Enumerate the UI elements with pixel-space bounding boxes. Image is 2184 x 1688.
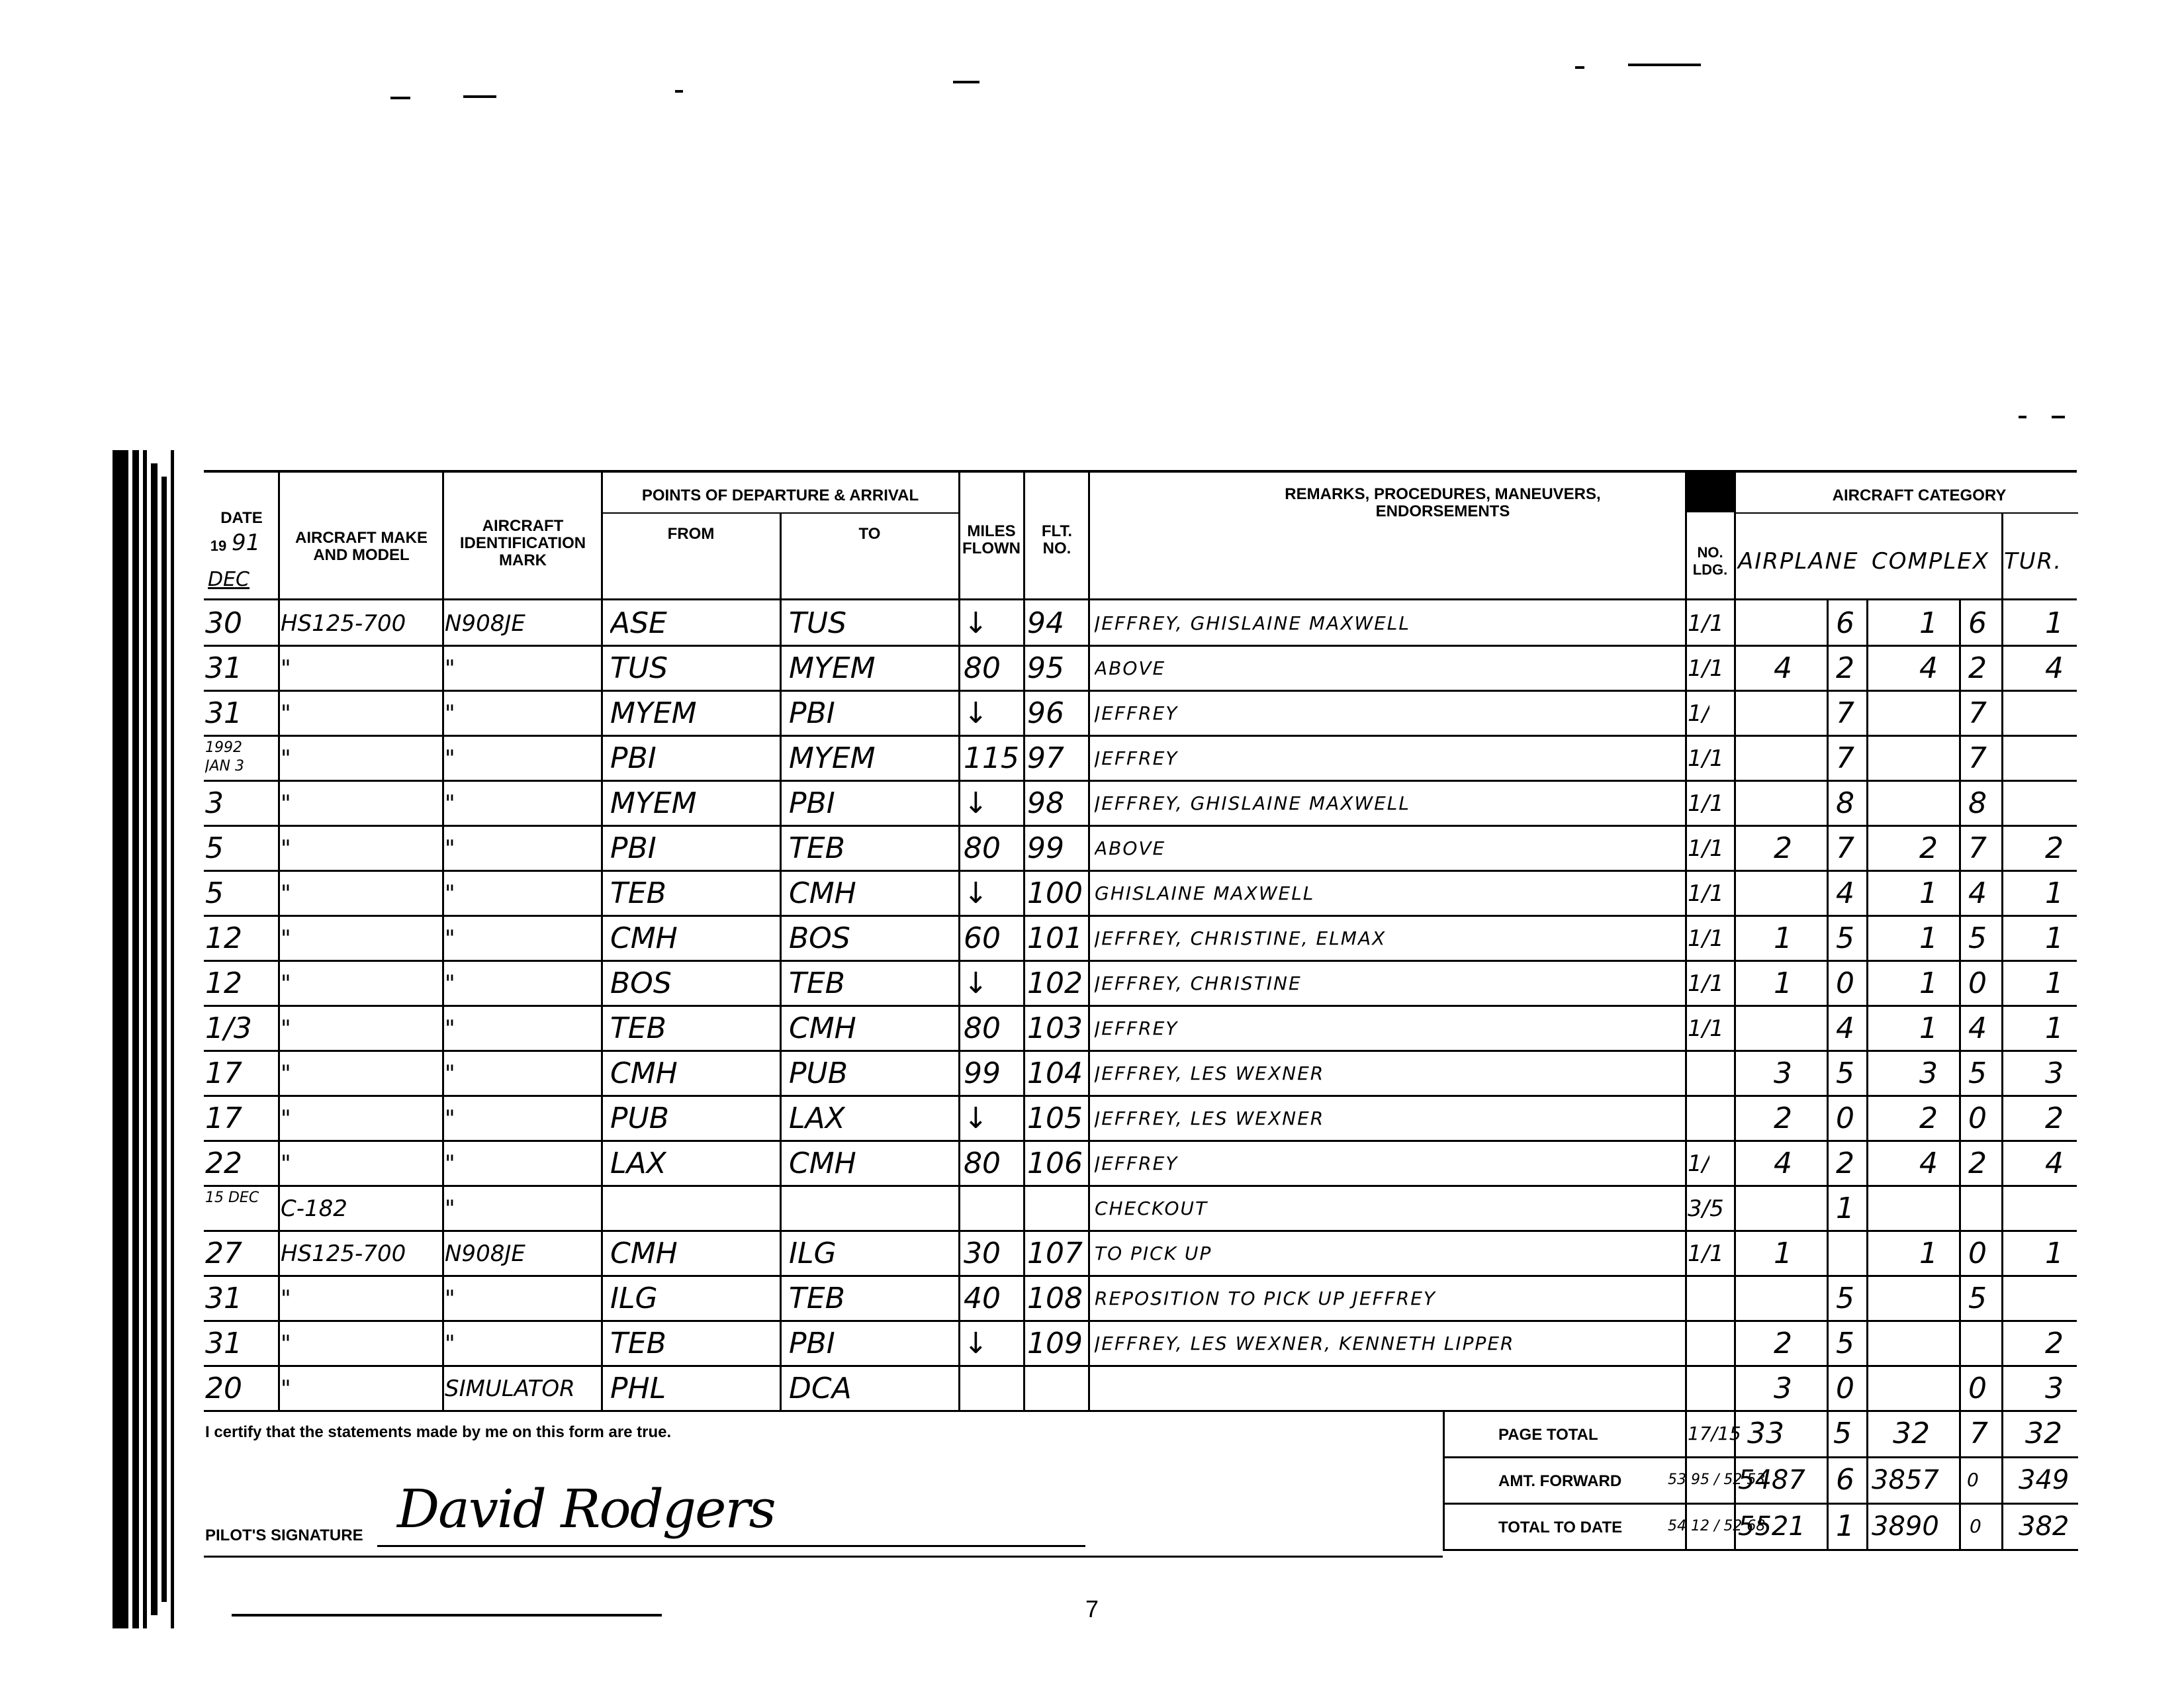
- cell-miles: 60: [964, 921, 1001, 955]
- remarks-header: REMARKS, PROCEDURES, MANEUVERS, ENDORSEMENTS: [1285, 485, 1601, 520]
- cell-airplane: 3: [1774, 1056, 1792, 1090]
- certify-text: I certify that the statements made by me on this form are true.: [205, 1423, 672, 1441]
- table-row: [199, 1321, 2078, 1366]
- table-row: [199, 1006, 2078, 1051]
- cell-from: PHL: [610, 1372, 666, 1405]
- cell-from: ILG: [610, 1282, 658, 1315]
- cell-remarks: JEFFREY, LES WEXNER: [1095, 1107, 1325, 1129]
- no-ldg-header-block: [1685, 473, 1734, 512]
- table-row: [199, 1366, 2078, 1411]
- cell-flt-no: 99: [1027, 831, 1064, 865]
- table-row: [199, 961, 2078, 1006]
- cell-airplane: 4: [1774, 651, 1792, 685]
- cell-airplane-tenths: 0: [1836, 1102, 1854, 1135]
- date-header: DATE: [220, 509, 263, 527]
- cell-flt-no: 104: [1027, 1056, 1083, 1090]
- cell-from: PBI: [610, 831, 657, 865]
- cell-complex-tenths: 5: [1968, 1282, 1987, 1315]
- cell-airplane-tenths: 4: [1836, 876, 1854, 910]
- cell-date: 31: [205, 1327, 242, 1360]
- cell-date: 31: [205, 651, 242, 685]
- scan-artifact: [1628, 64, 1701, 66]
- table-row: [199, 1096, 2078, 1141]
- cell-tur: 4: [2045, 651, 2064, 685]
- cell-complex-tenths: 4: [1968, 1011, 1987, 1045]
- cell-airplane: 2: [1774, 831, 1792, 865]
- cell-date: 1/3: [205, 1011, 252, 1045]
- cell-no-ldg: 1/: [1688, 700, 1710, 727]
- cell-no-ldg: 1/1: [1688, 790, 1724, 817]
- cell-miles: ↓: [964, 876, 988, 910]
- scan-artifact: [463, 95, 496, 98]
- table-row: [199, 1051, 2078, 1096]
- cell-aircraft-ident: ": [445, 1150, 455, 1177]
- cell-remarks: REPOSITION TO PICK UP JEFFREY: [1095, 1288, 1437, 1309]
- cell-to: TUS: [789, 606, 847, 640]
- cell-complex: 4: [1919, 651, 1938, 685]
- cell-remarks: TO PICK UP: [1095, 1243, 1212, 1264]
- cell-airplane-tenths: 6: [1836, 606, 1854, 640]
- cell-to: TEB: [789, 1282, 845, 1315]
- cell-complex-tenths: 6: [1968, 606, 1987, 640]
- cell-airplane-tenths: 2: [1836, 1147, 1854, 1180]
- cell-airplane-tenths: 7: [1836, 831, 1854, 865]
- table-row: [199, 736, 2078, 781]
- total-to-date-tur: 382: [2019, 1511, 2070, 1542]
- cell-aircraft-model: ": [281, 1060, 291, 1087]
- cell-miles: ↓: [964, 696, 988, 730]
- cell-date: 22: [205, 1147, 242, 1180]
- binding-edge: [113, 450, 179, 1628]
- cell-from: MYEM: [610, 696, 697, 730]
- cell-to: TEB: [789, 831, 845, 865]
- cell-aircraft-model: ": [281, 1331, 291, 1357]
- cell-airplane-tenths: 7: [1836, 741, 1854, 775]
- table-row: [199, 646, 2078, 691]
- cell-miles: 99: [964, 1056, 1001, 1090]
- to-header: TO: [858, 525, 881, 543]
- cell-complex-tenths: 2: [1968, 651, 1987, 685]
- cell-complex: 1: [1919, 606, 1938, 640]
- cell-tur: 2: [2045, 1102, 2064, 1135]
- year-value: 91: [232, 530, 261, 556]
- points-header: POINTS OF DEPARTURE & ARRIVAL: [641, 487, 919, 504]
- cell-complex-tenths: 4: [1968, 876, 1987, 910]
- cell-miles: 30: [964, 1237, 1001, 1270]
- cell-from: CMH: [610, 1056, 678, 1090]
- cell-flt-no: 97: [1027, 741, 1064, 775]
- cell-tur: 1: [2045, 876, 2064, 910]
- cell-remarks: JEFFREY, GHISLAINE MAXWELL: [1095, 792, 1411, 814]
- page-total-label: PAGE TOTAL: [1498, 1426, 1598, 1444]
- cell-complex-tenths: 5: [1968, 1056, 1987, 1090]
- cell-tur: 3: [2045, 1056, 2064, 1090]
- no-ldg-header: NO. LDG.: [1692, 544, 1728, 578]
- cell-from: ASE: [610, 606, 667, 640]
- cell-date: 17: [205, 1056, 242, 1090]
- cell-remarks: JEFFREY, GHISLAINE MAXWELL: [1095, 612, 1411, 634]
- cell-date: 12: [205, 966, 242, 1000]
- cell-airplane-tenths: 8: [1836, 786, 1854, 820]
- table-row: [199, 916, 2078, 961]
- cell-flt-no: 105: [1027, 1102, 1083, 1135]
- cell-to: BOS: [789, 921, 850, 955]
- page-total-airplane-tenths: 5: [1833, 1417, 1852, 1450]
- cell-aircraft-model: ": [281, 1286, 291, 1312]
- cell-from: PUB: [610, 1102, 669, 1135]
- cell-miles: 80: [964, 831, 1001, 865]
- cell-to: PUB: [789, 1056, 848, 1090]
- logbook-table: [199, 470, 2078, 1562]
- cell-from: TEB: [610, 1327, 666, 1360]
- cell-no-ldg: 1/1: [1688, 610, 1724, 637]
- cell-aircraft-ident: ": [445, 880, 455, 907]
- cell-airplane-tenths: 5: [1836, 1056, 1854, 1090]
- flt-no-header: FLT. NO.: [1041, 522, 1073, 557]
- aircraft-make-header: AIRCRAFT MAKE AND MODEL: [295, 529, 428, 564]
- cell-date: 12: [205, 921, 242, 955]
- cell-no-ldg: 1/1: [1688, 655, 1724, 682]
- scan-artifact: [2019, 416, 2026, 418]
- cell-complex-tenths: 5: [1968, 921, 1987, 955]
- cell-flt-no: 101: [1027, 921, 1083, 955]
- amt-forward-ldg: 53 95 / 52 53: [1668, 1472, 1766, 1488]
- cell-tur: 1: [2045, 921, 2064, 955]
- cell-airplane-tenths: 5: [1836, 1327, 1854, 1360]
- cell-to: PBI: [789, 696, 835, 730]
- cell-tur: 1: [2045, 966, 2064, 1000]
- cell-tur: 3: [2045, 1372, 2064, 1405]
- amt-forward-airplane-tenths: 6: [1836, 1463, 1854, 1497]
- cell-from: TEB: [610, 876, 666, 910]
- cell-to: ILG: [789, 1237, 837, 1270]
- cell-remarks: JEFFREY: [1095, 1152, 1179, 1174]
- amt-forward-complex-tenths: 0: [1967, 1469, 1979, 1491]
- cell-miles: 40: [964, 1282, 1001, 1315]
- cell-remarks: CHECKOUT: [1095, 1197, 1208, 1219]
- total-to-date-airplane-tenths: 1: [1836, 1509, 1854, 1543]
- cell-airplane-tenths: 5: [1836, 1282, 1854, 1315]
- cell-complex: 3: [1919, 1056, 1938, 1090]
- cell-remarks: JEFFREY: [1095, 702, 1179, 724]
- cell-date: 3: [205, 786, 224, 820]
- cell-from: TUS: [610, 651, 668, 685]
- cell-aircraft-ident: ": [445, 1331, 455, 1357]
- page-total-complex: 32: [1893, 1417, 1930, 1450]
- cell-from: MYEM: [610, 786, 697, 820]
- cell-to: PBI: [789, 786, 835, 820]
- cell-complex-tenths: 0: [1968, 1102, 1987, 1135]
- cell-remarks: JEFFREY, LES WEXNER, KENNETH LIPPER: [1095, 1333, 1515, 1354]
- scan-artifact: [1575, 66, 1584, 69]
- cell-to: MYEM: [789, 651, 876, 685]
- bottom-rule: [232, 1614, 662, 1617]
- cell-miles: ↓: [964, 786, 988, 820]
- page-total-complex-tenths: 7: [1970, 1417, 1988, 1450]
- cell-airplane-tenths: 5: [1836, 921, 1854, 955]
- cell-aircraft-ident: ": [445, 1015, 455, 1042]
- cell-aircraft-ident: ": [445, 1105, 455, 1132]
- cell-airplane: 3: [1774, 1372, 1792, 1405]
- cell-flt-no: 96: [1027, 696, 1064, 730]
- table-row: [199, 691, 2078, 736]
- cell-aircraft-model: ": [281, 925, 291, 952]
- amt-forward-complex: 3857: [1872, 1465, 1939, 1495]
- cell-aircraft-model: ": [281, 700, 291, 727]
- page-total-airplane: 33: [1747, 1417, 1784, 1450]
- cell-aircraft-ident: ": [445, 1286, 455, 1312]
- cell-aircraft-model: ": [281, 970, 291, 997]
- cell-miles: ↓: [964, 966, 988, 1000]
- cell-complex-tenths: 7: [1968, 831, 1987, 865]
- cell-no-ldg: 1/1: [1688, 880, 1724, 907]
- cell-aircraft-ident: ": [445, 700, 455, 727]
- cell-aircraft-model: ": [281, 880, 291, 907]
- cell-aircraft-ident: ": [445, 925, 455, 952]
- cell-remarks: GHISLAINE MAXWELL: [1095, 882, 1315, 904]
- cell-complex: 2: [1919, 1102, 1938, 1135]
- cell-flt-no: 106: [1027, 1147, 1083, 1180]
- page-total-ldg: 17/15: [1688, 1423, 1741, 1444]
- signature-line: [377, 1545, 1085, 1547]
- cell-to: TEB: [789, 966, 845, 1000]
- cell-from: CMH: [610, 1237, 678, 1270]
- total-to-date-complex-tenths: 0: [1970, 1515, 1981, 1537]
- cell-remarks: JEFFREY, CHRISTINE: [1095, 972, 1302, 994]
- table-row: [199, 781, 2078, 826]
- cell-miles: ↓: [964, 606, 988, 640]
- cell-aircraft-ident: N908JE: [445, 610, 525, 637]
- table-row: [199, 601, 2078, 646]
- cell-aircraft-ident: ": [445, 1060, 455, 1087]
- cell-complex: 4: [1919, 1147, 1938, 1180]
- cell-complex-tenths: 0: [1968, 966, 1987, 1000]
- cell-date: 5: [205, 831, 224, 865]
- category-complex: COMPLEX: [1872, 548, 1990, 575]
- cell-miles: ↓: [964, 1327, 988, 1360]
- cell-aircraft-ident: ": [445, 835, 455, 862]
- cell-airplane-tenths: 2: [1836, 651, 1854, 685]
- cell-airplane-tenths: 4: [1836, 1011, 1854, 1045]
- cell-aircraft-model: ": [281, 1376, 291, 1402]
- cell-flt-no: 100: [1027, 876, 1083, 910]
- table-row: [199, 826, 2078, 871]
- cell-no-ldg: 1/1: [1688, 745, 1724, 772]
- cell-flt-no: 107: [1027, 1237, 1083, 1270]
- cell-aircraft-model: HS125-700: [281, 1241, 406, 1267]
- cell-miles: 115: [964, 741, 1019, 775]
- cell-aircraft-ident: ": [445, 745, 455, 772]
- cell-tur: 1: [2045, 1237, 2064, 1270]
- pilot-signature-label: PILOT'S SIGNATURE: [205, 1526, 363, 1544]
- cell-flt-no: 95: [1027, 651, 1064, 685]
- cell-date: 30: [205, 606, 242, 640]
- cell-flt-no: 102: [1027, 966, 1083, 1000]
- cell-no-ldg: 1/1: [1688, 1015, 1724, 1042]
- cell-airplane-tenths: 7: [1836, 696, 1854, 730]
- scan-artifact: [2052, 416, 2065, 418]
- scan-artifact: [390, 97, 410, 99]
- total-to-date-label: TOTAL TO DATE: [1498, 1519, 1623, 1536]
- cell-airplane-tenths: 0: [1836, 1372, 1854, 1405]
- cell-flt-no: 109: [1027, 1327, 1083, 1360]
- cell-tur: 2: [2045, 831, 2064, 865]
- miles-flown-header: MILES FLOWN: [962, 522, 1021, 557]
- cell-flt-no: 94: [1027, 606, 1064, 640]
- cell-tur: 4: [2045, 1147, 2064, 1180]
- cell-no-ldg: 3/5: [1688, 1196, 1724, 1222]
- cell-tur: 2: [2045, 1327, 2064, 1360]
- cell-date: 27: [205, 1237, 242, 1270]
- cell-date: 17: [205, 1102, 242, 1135]
- cell-airplane: 2: [1774, 1102, 1792, 1135]
- cell-no-ldg: 1/1: [1688, 835, 1724, 862]
- cell-aircraft-model: C-182: [281, 1196, 347, 1222]
- cell-aircraft-ident: ": [445, 1196, 455, 1222]
- cell-aircraft-model: ": [281, 1150, 291, 1177]
- aircraft-category-header: AIRCRAFT CATEGORY: [1832, 487, 2007, 504]
- cell-aircraft-ident: ": [445, 655, 455, 682]
- cell-complex-tenths: 7: [1968, 696, 1987, 730]
- cell-date: 15 DEC: [205, 1190, 259, 1206]
- cell-miles: 80: [964, 1147, 1001, 1180]
- cell-complex: 1: [1919, 876, 1938, 910]
- month-value: DEC: [208, 568, 250, 591]
- cell-flt-no: 98: [1027, 786, 1064, 820]
- cell-date: 1992 JAN 3: [205, 739, 244, 774]
- cell-complex-tenths: 7: [1968, 741, 1987, 775]
- amt-forward-label: AMT. FORWARD: [1498, 1472, 1622, 1490]
- cell-to: DCA: [789, 1372, 852, 1405]
- cell-remarks: JEFFREY, LES WEXNER: [1095, 1062, 1325, 1084]
- cell-miles: ↓: [964, 1102, 988, 1135]
- cell-aircraft-model: ": [281, 655, 291, 682]
- amt-forward-airplane: 5487: [1738, 1465, 1805, 1495]
- cell-to: CMH: [789, 1147, 856, 1180]
- cell-aircraft-model: ": [281, 1015, 291, 1042]
- cell-remarks: JEFFREY: [1095, 747, 1179, 769]
- scan-artifact: [953, 81, 979, 83]
- cell-from: CMH: [610, 921, 678, 955]
- cell-aircraft-model: ": [281, 1105, 291, 1132]
- cell-complex: 1: [1919, 1237, 1938, 1270]
- category-tur: TUR.: [2004, 548, 2063, 575]
- scan-artifact: [675, 90, 683, 93]
- cell-complex-tenths: 0: [1968, 1237, 1987, 1270]
- category-airplane: AIRPLANE: [1738, 548, 1859, 575]
- cell-to: PBI: [789, 1327, 835, 1360]
- total-to-date-complex: 3890: [1872, 1511, 1939, 1542]
- cell-airplane-tenths: 0: [1836, 966, 1854, 1000]
- cell-from: LAX: [610, 1147, 666, 1180]
- cell-complex: 1: [1919, 921, 1938, 955]
- aircraft-id-header: AIRCRAFT IDENTIFICATION MARK: [459, 517, 586, 569]
- cell-miles: 80: [964, 1011, 1001, 1045]
- amt-forward-tur: 349: [2019, 1465, 2070, 1495]
- from-header: FROM: [667, 525, 715, 543]
- cell-date: 20: [205, 1372, 242, 1405]
- pilot-signature: David Rodgers: [397, 1478, 775, 1540]
- cell-airplane: 1: [1774, 966, 1792, 1000]
- cell-complex: 1: [1919, 1011, 1938, 1045]
- cell-no-ldg: 1/1: [1688, 925, 1724, 952]
- cell-complex: 2: [1919, 831, 1938, 865]
- cell-airplane: 4: [1774, 1147, 1792, 1180]
- cell-aircraft-ident: N908JE: [445, 1241, 525, 1267]
- table-row: [199, 1231, 2078, 1276]
- cell-miles: 80: [964, 651, 1001, 685]
- cell-date: 31: [205, 1282, 242, 1315]
- cell-from: BOS: [610, 966, 672, 1000]
- cell-date: 5: [205, 876, 224, 910]
- cell-date: 31: [205, 696, 242, 730]
- cell-flt-no: 103: [1027, 1011, 1083, 1045]
- page-total-tur: 32: [2025, 1417, 2062, 1450]
- cell-aircraft-model: ": [281, 745, 291, 772]
- total-to-date-ldg: 54 12 / 52 68: [1668, 1518, 1766, 1534]
- cell-to: CMH: [789, 1011, 856, 1045]
- cell-airplane: 1: [1774, 1237, 1792, 1270]
- year-prefix: 19: [210, 538, 227, 554]
- cell-to: MYEM: [789, 741, 876, 775]
- cell-from: TEB: [610, 1011, 666, 1045]
- cell-tur: 1: [2045, 606, 2064, 640]
- cell-airplane: 2: [1774, 1327, 1792, 1360]
- cell-to: CMH: [789, 876, 856, 910]
- cell-remarks: JEFFREY, CHRISTINE, ELMAX: [1095, 927, 1387, 949]
- cell-aircraft-model: HS125-700: [281, 610, 406, 637]
- cell-aircraft-ident: ": [445, 790, 455, 817]
- page-number: 7: [1085, 1595, 1099, 1622]
- cell-no-ldg: 1/1: [1688, 1241, 1724, 1267]
- cell-no-ldg: 1/1: [1688, 970, 1724, 997]
- cell-airplane: 1: [1774, 921, 1792, 955]
- table-row: [199, 1186, 2078, 1231]
- cell-complex-tenths: 0: [1968, 1372, 1987, 1405]
- cell-no-ldg: 1/: [1688, 1150, 1710, 1177]
- cell-aircraft-ident: SIMULATOR: [445, 1376, 575, 1402]
- table-row: [199, 871, 2078, 916]
- table-row: [199, 1141, 2078, 1186]
- cell-aircraft-model: ": [281, 790, 291, 817]
- cell-flt-no: 108: [1027, 1282, 1083, 1315]
- cell-aircraft-model: ": [281, 835, 291, 862]
- cell-remarks: JEFFREY: [1095, 1017, 1179, 1039]
- cell-tur: 1: [2045, 1011, 2064, 1045]
- total-to-date-airplane: 5521: [1738, 1511, 1805, 1542]
- cell-airplane-tenths: 1: [1836, 1192, 1854, 1225]
- table-row: [199, 1276, 2078, 1321]
- cell-complex: 1: [1919, 966, 1938, 1000]
- cell-from: PBI: [610, 741, 657, 775]
- cell-remarks: ABOVE: [1095, 837, 1166, 859]
- cell-to: LAX: [789, 1102, 845, 1135]
- cell-complex-tenths: 2: [1968, 1147, 1987, 1180]
- cell-aircraft-ident: ": [445, 970, 455, 997]
- cell-complex-tenths: 8: [1968, 786, 1987, 820]
- cell-remarks: ABOVE: [1095, 657, 1166, 679]
